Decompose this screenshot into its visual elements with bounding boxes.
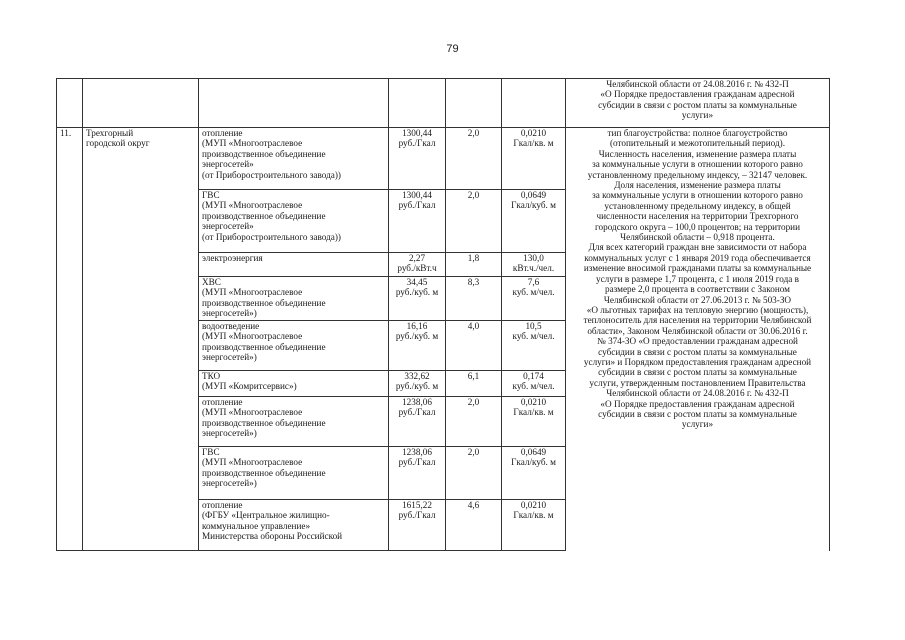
tariff-value: 332,62 руб./куб. м [389,371,446,397]
percent-value: 2,0 [446,190,502,253]
percent-value: 2,0 [446,397,502,447]
continuation-text: Челябинской области от 24.08.2016 г. № 432-П «О Порядке предоставления гражданам адресной субсидии в связи с ростом платы за коммунальные услуги» [566,79,830,128]
tariff-value: 2,27 руб./кВт.ч [389,253,446,277]
service-name: водоотведение (МУП «Многоотраслевое производственное объединение энергосетей») [199,321,389,371]
service-name: отопление (МУП «Многоотраслевое производственное объединение энергосетей» (от Приборостроительного завода)) [199,128,389,190]
norm-value: 0,0210 Гкал/кв. м [502,397,566,447]
service-name: ХВС (МУП «Многоотраслевое производственное объединение энергосетей») [199,277,389,321]
norm-value: 130,0 кВт.ч./чел. [502,253,566,277]
service-name: электроэнергия [199,253,389,277]
norm-value: 0,0210 Гкал/кв. м [502,128,566,190]
continuation-row [57,79,830,128]
norm-value: 7,6 куб. м/чел. [502,277,566,321]
norm-value: 0,0210 Гкал/кв. м [502,500,566,551]
tariff-value: 1238,06 руб./Гкал [389,397,446,447]
page-number: 79 [446,43,459,55]
tariff-value: 1615,22 руб./Гкал [389,500,446,551]
service-name: отопление (ФГБУ «Центральное жилищно- коммунальное управление» Министерства обороны Российской [199,500,389,551]
subsidy-table [56,78,830,551]
norm-value: 0,0649 Гкал/куб. м [502,447,566,500]
percent-value: 2,0 [446,128,502,190]
percent-value: 4,6 [446,500,502,551]
entry-description: тип благоустройства: полное благоустройство (отопительный и межотопительный период). Численность населения, изменение размера платы за коммунальные услуги в отношении которого равно установленному предельному индексу, – 32147 человек. Доля населения, изменение размера платы за коммунальные услуги в отношении которого равно установленному предельному индексу, в общей численности населения на территории Трехгорного городского округа – 100,0 процентов; на территории Челябинской области – 0,918 процента. Для всех категорий граждан вне зависимости от набора коммунальных услуг с 1 января 2019 года обеспечивается изменение вносимой гражданами платы за коммунальные услуги в размере 1,7 процента, с 1 июля 2019 года в размере 2,0 процента в соответствии с Законом Челябинской области от 27.06.2013 г. № 503-ЗО «О льготных тарифах на тепловую энергию (мощность), теплоноситель для населения на территории Челябинской области», Законом Челябинской области от 30.06.2016 г. № 374-ЗО «О предоставлении гражданам адресной субсидии в связи с ростом платы за коммунальные услуги» и Порядком предоставления гражданам адресной субсидии в связи с ростом платы за коммунальные услуги, утвержденным постановлением Правительства Челябинской области от 24.08.2016 г. № 432-П «О Порядке предоставления гражданам адресной субсидии в связи с ростом платы за коммунальные услуги» [566,128,830,551]
service-name: ГВС (МУП «Многоотраслевое производственное объединение энергосетей») [199,447,389,500]
service-name: отопление (МУП «Многоотраслевое производственное объединение энергосетей») [199,397,389,447]
percent-value: 4,0 [446,321,502,371]
service-name: ТКО (МУП «Комритсервис») [199,371,389,397]
municipality-name: Трехгорный городской округ [83,128,199,551]
percent-value: 2,0 [446,447,502,500]
tariff-value: 1300,44 руб./Гкал [389,190,446,253]
norm-value: 0,174 куб. м/чел. [502,371,566,397]
percent-value: 6,1 [446,371,502,397]
norm-value: 0,0649 Гкал/куб. м [502,190,566,253]
row-number: 11. [57,128,83,551]
percent-value: 8,3 [446,277,502,321]
service-name: ГВС (МУП «Многоотраслевое производственное объединение энергосетей» (от Приборостроительного завода)) [199,190,389,253]
tariff-value: 16,16 руб./куб. м [389,321,446,371]
tariff-value: 34,45 руб./куб. м [389,277,446,321]
table-row [57,128,830,190]
tariff-value: 1300,44 руб./Гкал [389,128,446,190]
norm-value: 10,5 куб. м/чел. [502,321,566,371]
tariff-value: 1238,06 руб./Гкал [389,447,446,500]
percent-value: 1,8 [446,253,502,277]
